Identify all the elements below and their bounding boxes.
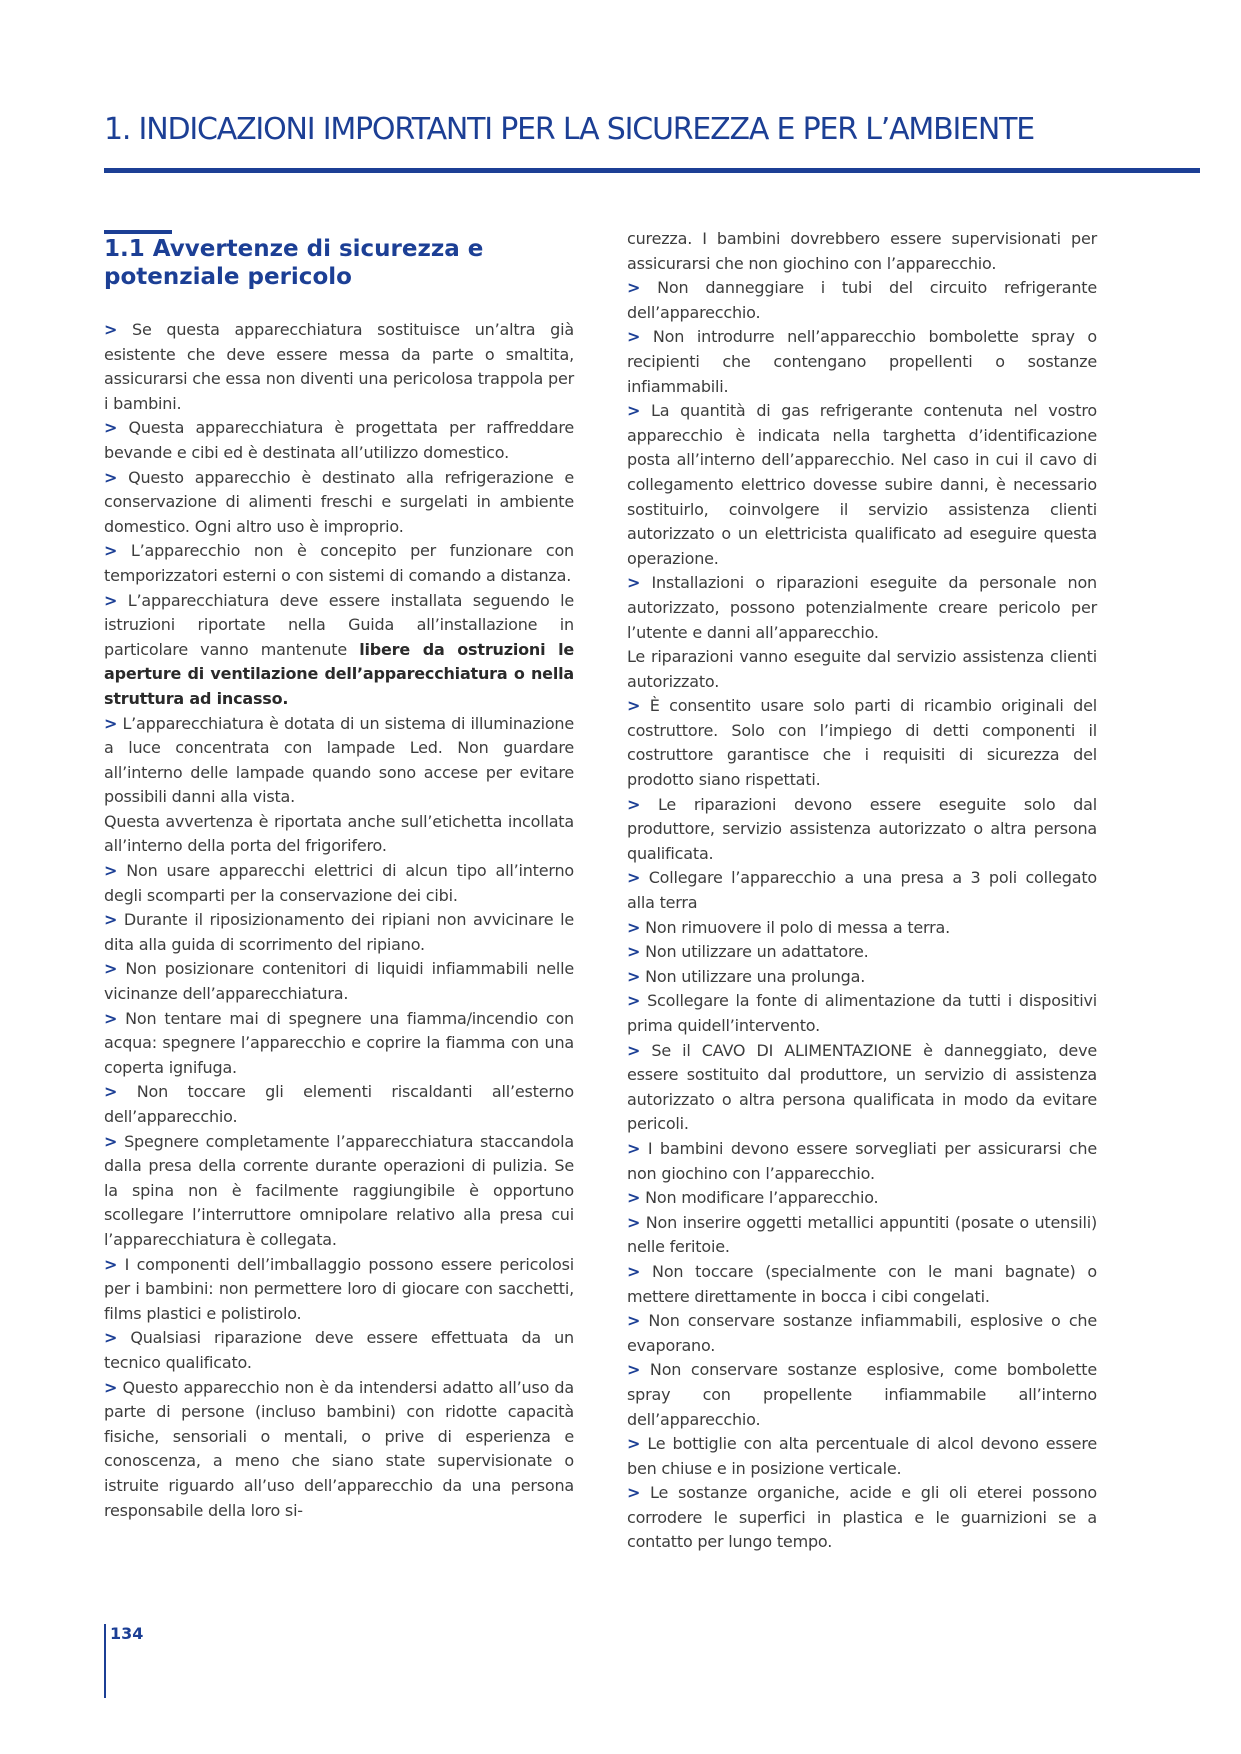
- bullet-arrow: >: [104, 1082, 118, 1102]
- list-item: > Questo apparecchio è destinato alla refrigerazione e conservazione di alimenti freschi e surgelati in ambiente domestico. Ogni altro uso è improprio.: [104, 467, 575, 536]
- list-item: > Non conservare sostanze infiammabili, esplosive o che evaporano.: [627, 1311, 1097, 1355]
- bullet-arrow: >: [104, 320, 118, 339]
- list-item: > Questa apparecchiatura è progettata per raffreddare bevande e cibi ed è destinata all’utilizzo domestico.: [104, 418, 574, 462]
- bullet-arrow: >: [104, 418, 118, 438]
- list-item: > I bambini devono essere sorvegliati per assicurarsi che non giochino con l’apparecchio.: [627, 1138, 1097, 1183]
- bullet-arrow: >: [627, 1434, 641, 1454]
- list-item: > Le riparazioni devono essere eseguite solo dal produttore, servizio assistenza autorizzato o altra persona qualificata.: [627, 794, 1097, 863]
- left-column: [104, 225, 574, 1523]
- list-item: > Scollegare la fonte di alimentazione da tutti i dispositivi prima quidell’intervento.: [627, 991, 1097, 1035]
- list-item: > Durante il riposizionamento dei ripiani non avvicinare le dita alla guida di scorrimento del ripiano.: [104, 910, 575, 954]
- bullet-arrow: >: [627, 327, 641, 347]
- page-title: 1. INDICAZIONI IMPORTANTI PER LA SICUREZZA E PER L’AMBIENTE: [104, 112, 1034, 147]
- bullet-arrow: >: [627, 966, 641, 986]
- bullet-arrow: >: [627, 1483, 641, 1503]
- bullet-arrow: >: [104, 861, 118, 881]
- bullet-arrow: >: [627, 1188, 641, 1208]
- bullet-arrow: >: [627, 794, 641, 814]
- list-item: > Non utilizzare un adattatore.: [627, 942, 869, 962]
- bullet-arrow: >: [104, 541, 118, 561]
- list-item: > Non usare apparecchi elettrici di alcun tipo all’interno degli scomparti per la conservazione dei cibi.: [104, 861, 575, 905]
- list-item: > Installazioni o riparazioni eseguite da personale non autorizzato, possono potenzialmente creare pericolo per l’utente e danni all’apparecchio.: [627, 573, 1097, 642]
- bullet-arrow: >: [104, 910, 118, 930]
- bullet-arrow: >: [104, 1328, 118, 1348]
- bullet-arrow: >: [104, 467, 118, 487]
- bullet-arrow: >: [627, 1040, 641, 1060]
- list-item: > Le bottiglie con alta percentuale di alcol devono essere ben chiuse e in posizione verticale.: [627, 1434, 1097, 1478]
- bullet-arrow: >: [627, 1311, 641, 1331]
- note-paragraph: Questa avvertenza è riportata anche sull’etichetta incollata all’interno della porta del frigorifero.: [104, 811, 574, 856]
- list-item: > Non introdurre nell’apparecchio bombolette spray o recipienti che contengano propellenti o sostanze infiammabili.: [627, 327, 1097, 396]
- list-item: > Non rimuovere il polo di messa a terra.: [627, 917, 950, 937]
- bullet-arrow: >: [627, 696, 641, 716]
- list-item: > Qualsiasi riparazione deve essere effettuata da un tecnico qualificato.: [104, 1328, 574, 1372]
- emphasis-text: libere da ostruzioni le aperture di ventilazione dell’apparecchiatura o nella struttura ad incasso.: [104, 639, 575, 708]
- bullet-arrow: >: [627, 401, 641, 421]
- bullet-arrow: >: [627, 991, 641, 1011]
- list-item: > L’apparecchiatura deve essere installata seguendo le istruzioni riportate nella Guida all’installazione in particolare vanno mantenute libere da ostruzioni le aperture di ventilazione dell’apparecchiatura o nella struttura ad incasso.: [104, 590, 575, 708]
- list-item: > Non posizionare contenitori di liquidi infiammabili nelle vicinanze dell’apparecchiatura.: [104, 959, 574, 1004]
- bullet-arrow: >: [104, 1377, 118, 1397]
- bullet-arrow: >: [627, 1212, 641, 1232]
- title-divider: [104, 168, 1200, 173]
- bullet-arrow: >: [104, 959, 118, 979]
- bullet-arrow: >: [627, 278, 641, 298]
- bullet-arrow: >: [104, 1254, 118, 1274]
- bullet-arrow: >: [627, 1138, 641, 1158]
- bullet-arrow: >: [627, 1360, 641, 1380]
- list-item: > L’apparecchiatura è dotata di un sistema di illuminazione a luce concentrata con lampade Led. Non guardare all’interno delle lampade quando sono accese per evitare possibili danni alla vista.: [104, 713, 574, 807]
- bullet-arrow: >: [104, 1131, 118, 1151]
- list-item: > Non tentare mai di spegnere una fiamma/incendio con acqua: spegnere l’apparecchio e coprire la fiamma con una coperta ignifuga.: [104, 1008, 574, 1077]
- list-item: > L’apparecchio non è concepito per funzionare con temporizzatori esterni o con sistemi di comando a distanza.: [104, 541, 574, 585]
- list-item: > Questo apparecchio non è da intendersi adatto all’uso da parte di persone (incluso bambini) con ridotte capacità fisiche, sensoriali o mentali, o prive di esperienza e conoscenza, a meno che siano state supervisionate o istruite riguardo all’uso dell’apparecchio da una persona responsabile della loro si-: [104, 1377, 574, 1520]
- list-item: > Collegare l’apparecchio a una presa a 3 poli collegato alla terra: [627, 868, 1097, 913]
- bullet-arrow: >: [627, 917, 641, 937]
- list-item: > Non danneggiare i tubi del circuito refrigerante dell’apparecchio.: [627, 278, 1097, 322]
- continued-paragraph: curezza. I bambini dovrebbero essere supervisionati per assicurarsi che non giochino con l’apparecchio.: [627, 229, 1097, 273]
- bullet-arrow: >: [627, 868, 641, 888]
- list-item: > Non modificare l’apparecchio.: [627, 1188, 879, 1208]
- list-item: > Se il CAVO DI ALIMENTAZIONE è danneggiato, deve essere sostituito dal produttore, un servizio di assistenza autorizzato o altra persona qualificata in modo da evitare pericoli.: [627, 1040, 1097, 1134]
- list-item: > Non inserire oggetti metallici appuntiti (posate o utensili) nelle feritoie.: [627, 1212, 1097, 1257]
- list-item: > La quantità di gas refrigerante contenuta nel vostro apparecchio è indicata nella targhetta d’identificazione posta all’interno dell’apparecchio. Nel caso in cui il cavo di collegamento elettrico dovesse subire danni, è necessario sostituirlo, coinvolgere il servizio assistenza clienti autorizzato o un elettricista qualificato ad eseguire questa operazione.: [627, 401, 1097, 568]
- list-item: > Se questa apparecchiatura sostituisce un’altra già esistente che deve essere messa da parte o smaltita, assicurarsi che essa non diventi una pericolosa trappola per i bambini.: [104, 320, 574, 413]
- list-item: > Spegnere completamente l’apparecchiatura staccandola dalla presa della corrente durante operazioni di pulizia. Se la spina non è facilmente raggiungibile è opportuno scollegare l’interruttore omnipolare relativo alla presa cui l’apparecchiatura è collegata.: [104, 1131, 574, 1249]
- page-number: 134: [104, 1624, 143, 1698]
- section-title: 1.1 Avvertenze di sicurezza e potenziale pericolo: [104, 236, 484, 290]
- list-item: > I componenti dell’imballaggio possono essere pericolosi per i bambini: non permettere loro di giocare con sacchetti, films plastici e polistirolo.: [104, 1254, 574, 1323]
- right-column: [627, 227, 1097, 1555]
- note-paragraph: Le riparazioni vanno eseguite dal servizio assistenza clienti autorizzato.: [627, 647, 1097, 691]
- list-item: > Non toccare gli elementi riscaldanti all’esterno dell’apparecchio.: [104, 1082, 574, 1126]
- list-item: > È consentito usare solo parti di ricambio originali del costruttore. Solo con l’impiego di detti componenti il costruttore garantisce che i requisiti di sicurezza del prodotto siano rispettati.: [627, 696, 1098, 790]
- bullet-arrow: >: [627, 942, 641, 962]
- list-item: > Non toccare (specialmente con le mani bagnate) o mettere direttamente in bocca i cibi congelati.: [627, 1261, 1097, 1306]
- list-item: > Non conservare sostanze esplosive, come bombolette spray con propellente infiammabile all’interno dell’apparecchio.: [627, 1360, 1097, 1429]
- list-item: > Le sostanze organiche, acide e gli oli eterei possono corrodere le superfici in plastica e le guarnizioni se a contatto per lungo tempo.: [627, 1483, 1097, 1552]
- bullet-arrow: >: [627, 1261, 641, 1281]
- bullet-arrow: >: [104, 590, 118, 610]
- list-item: > Non utilizzare una prolunga.: [627, 966, 866, 986]
- bullet-arrow: >: [627, 573, 641, 593]
- bullet-arrow: >: [104, 713, 118, 733]
- bullet-arrow: >: [104, 1008, 118, 1028]
